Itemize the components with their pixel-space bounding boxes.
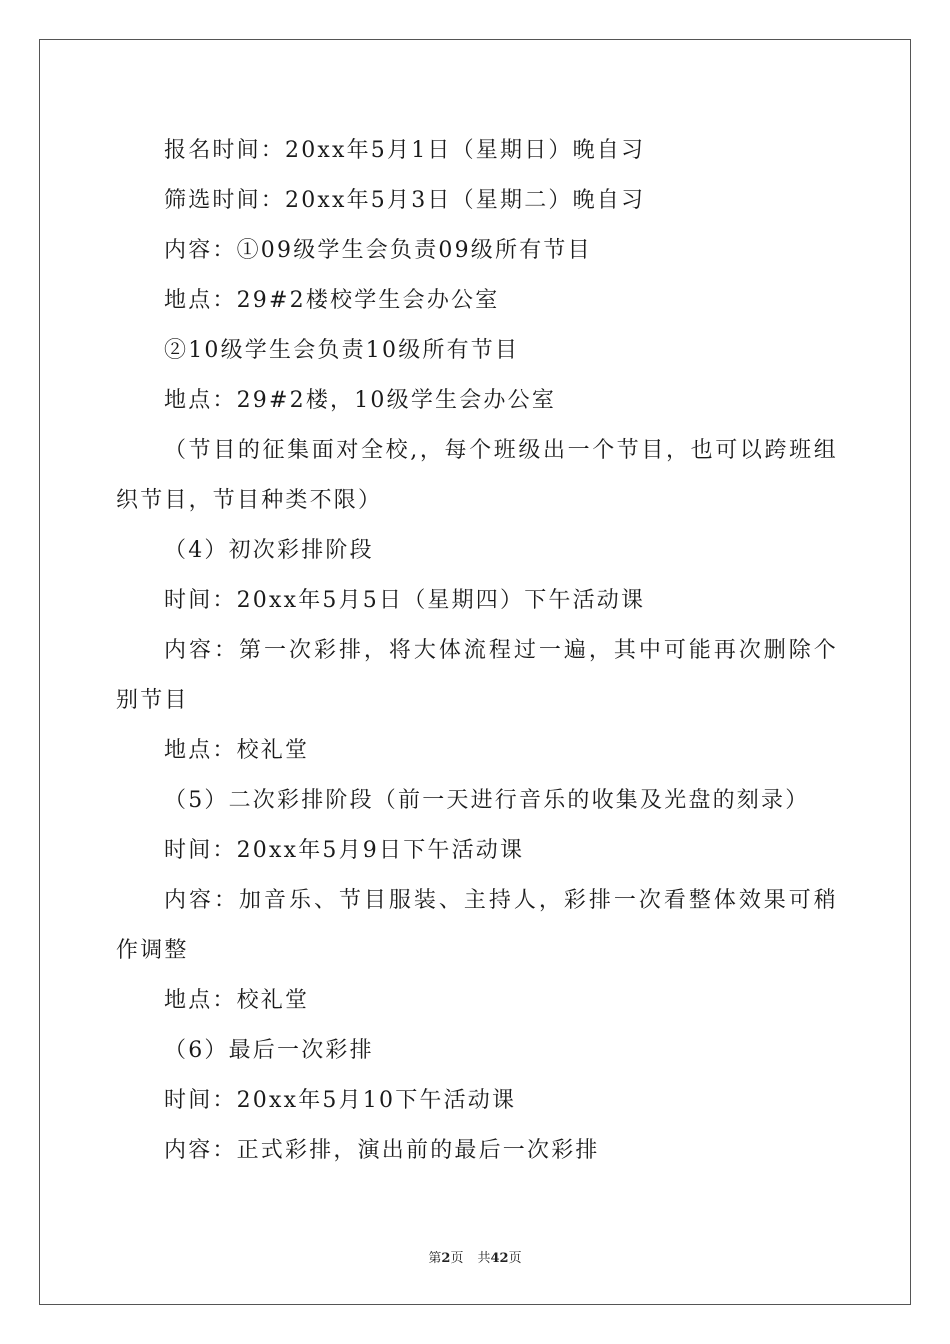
content-line-09: 内容：①09级学生会负责09级所有节目 <box>164 238 592 263</box>
location-line-1: 地点：29#2楼校学生会办公室 <box>164 288 500 313</box>
section-4-heading: （4）初次彩排阶段 <box>164 538 374 563</box>
page-number: 2 <box>441 1251 451 1266</box>
section-4-time: 时间：20xx年5月5日（星期四）下午活动课 <box>164 588 646 613</box>
section-6-heading: （6）最后一次彩排 <box>164 1038 374 1063</box>
registration-time: 报名时间：20xx年5月1日（星期日）晚自习 <box>164 138 646 163</box>
section-6-time: 时间：20xx年5月10下午活动课 <box>164 1088 517 1113</box>
page-unit: 页 <box>450 1251 464 1266</box>
section-4-location: 地点：校礼堂 <box>164 738 310 763</box>
page-footer <box>0 1247 950 1266</box>
section-5-time: 时间：20xx年5月9日下午活动课 <box>164 838 525 863</box>
location-line-2: 地点：29#2楼，10级学生会办公室 <box>164 388 557 413</box>
content-line-10: ②10级学生会负责10级所有节目 <box>164 338 520 363</box>
section-5-content: 内容：加音乐、节目服装、主持人，彩排一次看整体效果可稍作调整 <box>116 888 838 963</box>
total-pages: 42 <box>490 1251 509 1266</box>
page-prefix: 第 <box>428 1251 442 1266</box>
section-6-content: 内容：正式彩排，演出前的最后一次彩排 <box>164 1138 600 1163</box>
document-body <box>116 126 838 1176</box>
section-4-content: 内容：第一次彩排，将大体流程过一遍，其中可能再次删除个别节目 <box>116 638 838 713</box>
section-5-location: 地点：校礼堂 <box>164 988 310 1013</box>
program-collection-note: （节目的征集面对全校,，每个班级出一个节目，也可以跨班组织节目，节目种类不限） <box>116 438 838 513</box>
section-5-heading: （5）二次彩排阶段（前一天进行音乐的收集及光盘的刻录） <box>164 788 810 813</box>
total-unit: 页 <box>508 1251 522 1266</box>
screening-time: 筛选时间：20xx年5月3日（星期二）晚自习 <box>164 188 646 213</box>
total-prefix: 共 <box>477 1251 491 1266</box>
